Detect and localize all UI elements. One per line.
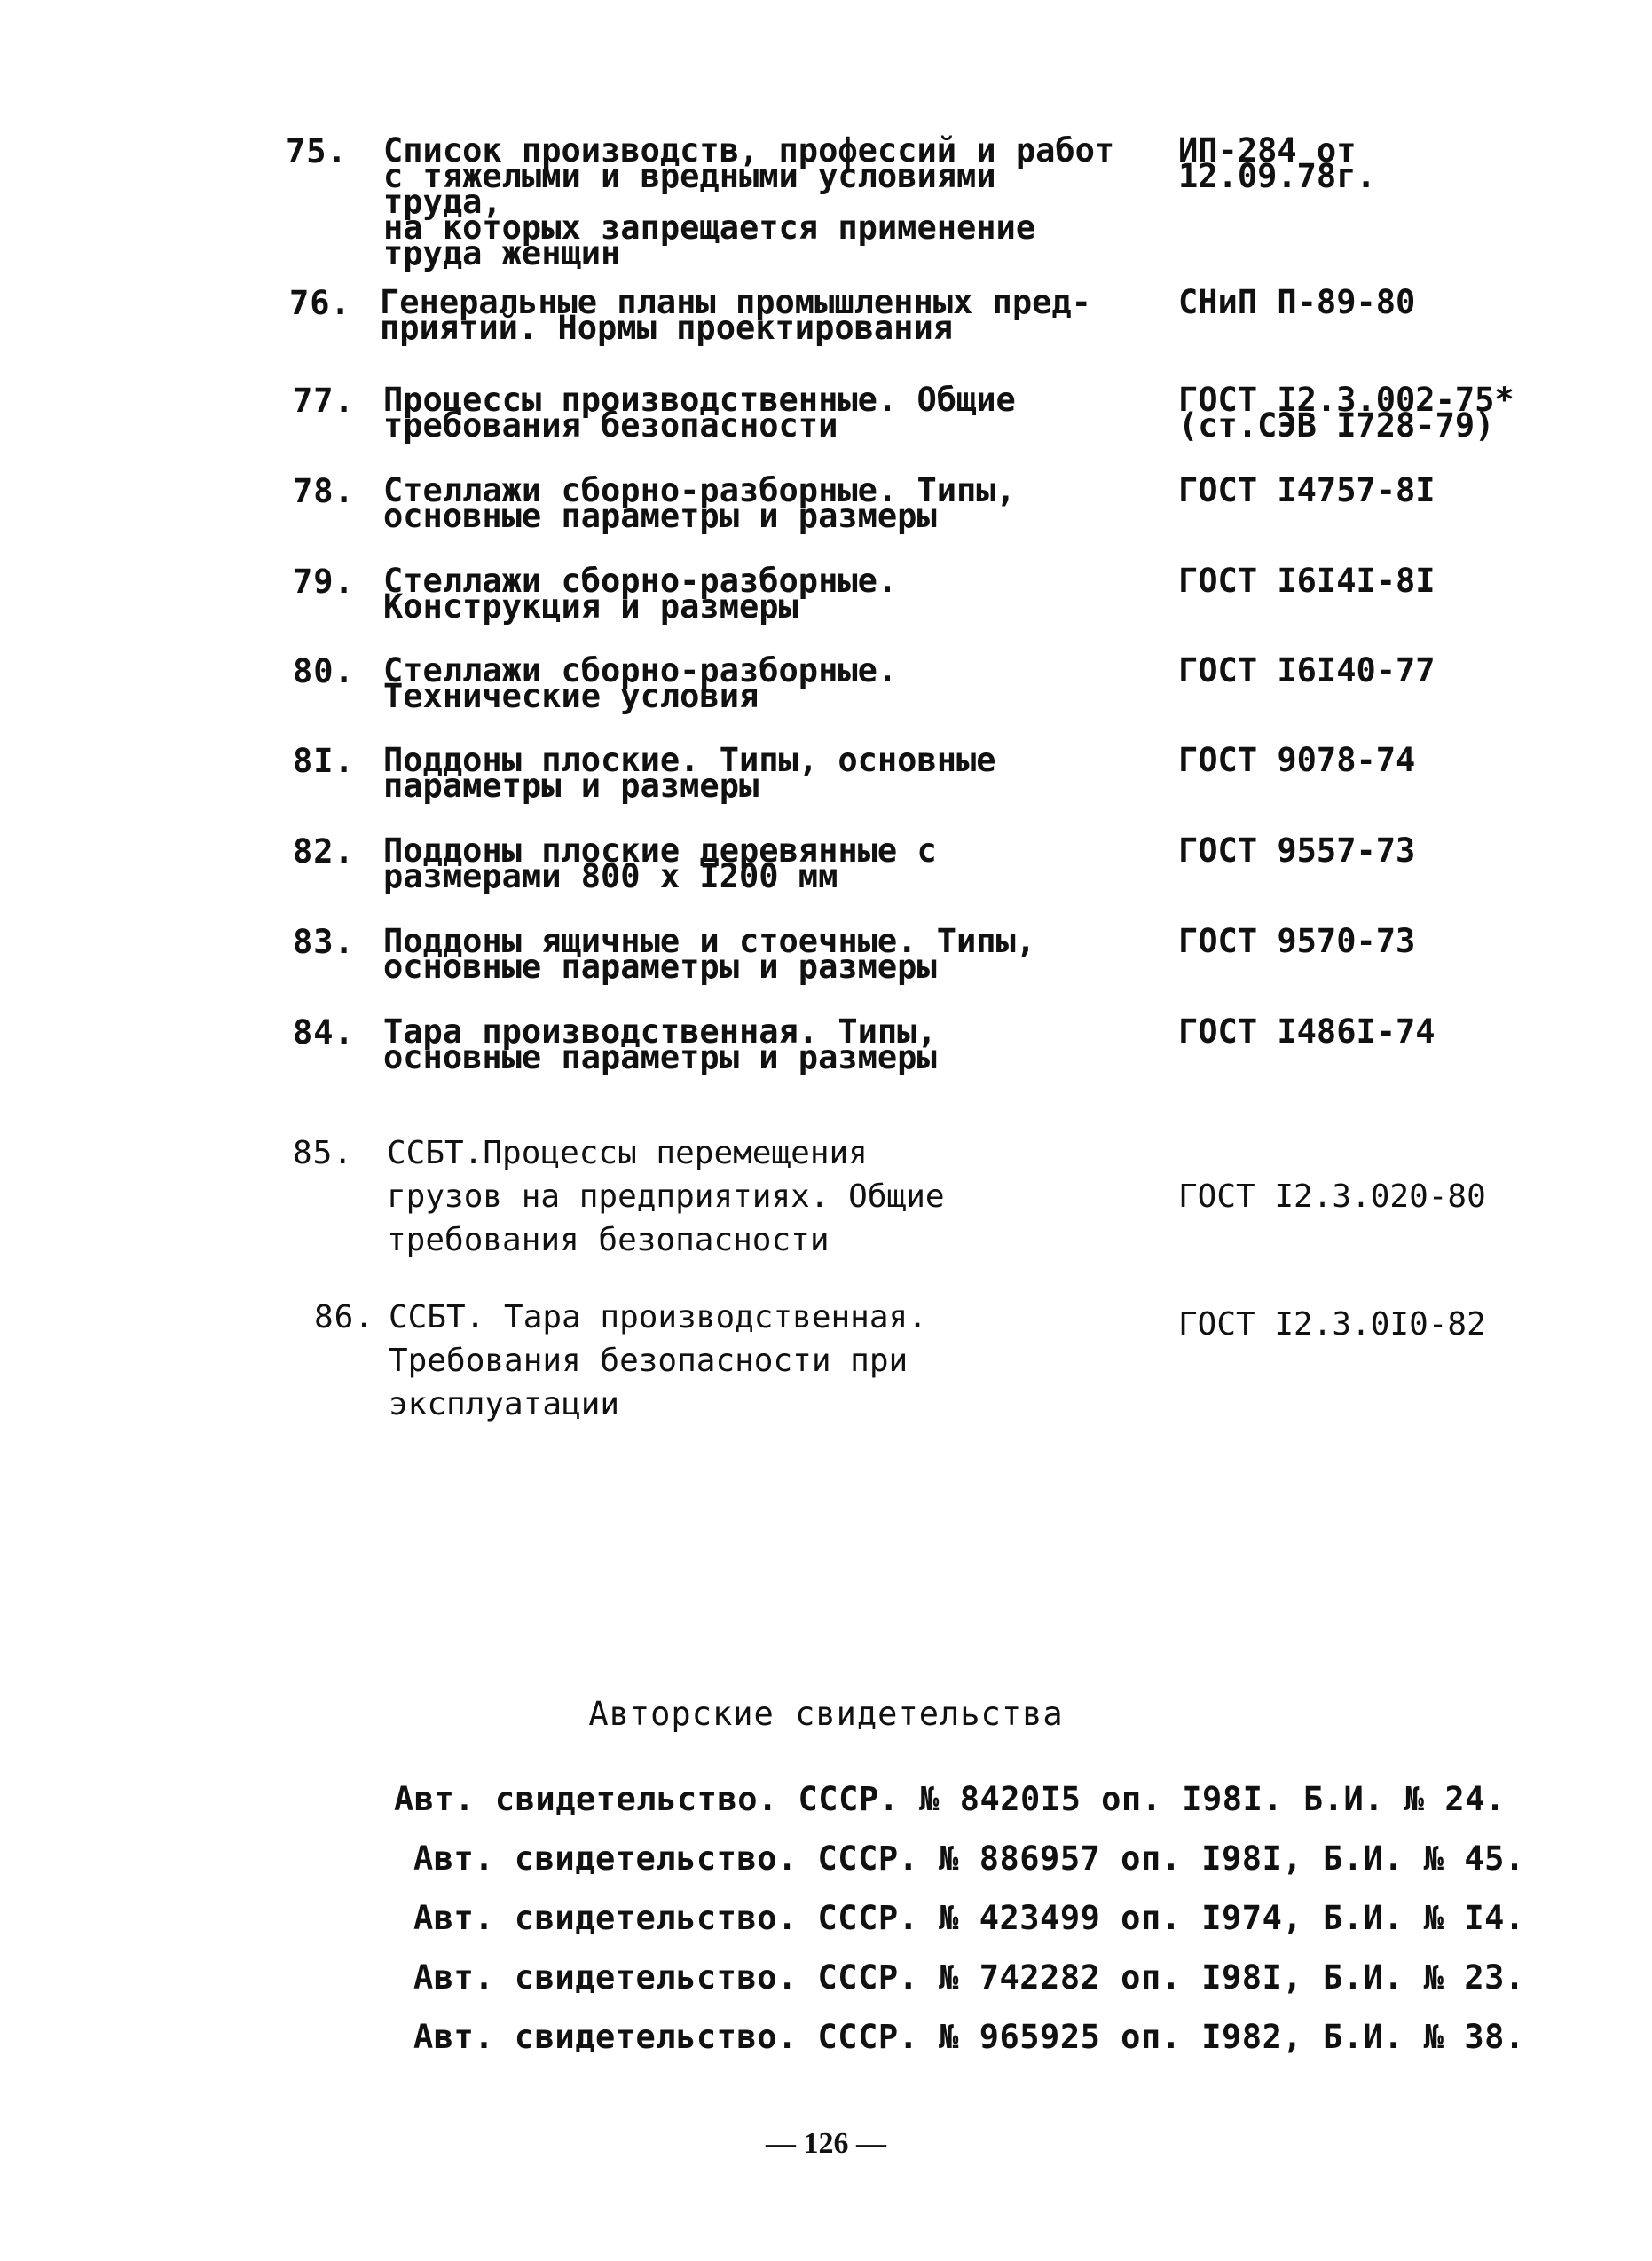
reference-title: Стеллажи сборно-разборные. Технические условия bbox=[383, 651, 898, 715]
reference-number: 86. bbox=[314, 1299, 375, 1335]
reference-number: 85. bbox=[293, 1135, 354, 1171]
reference-document: ГОСТ I6I4I-8I bbox=[1178, 562, 1436, 600]
reference-document: ГОСТ 9570-73 bbox=[1178, 922, 1416, 960]
reference-number: 8I. bbox=[293, 742, 355, 780]
reference-title: ССБТ. Тара производственная. Требования безопасности при эксплуатации bbox=[389, 1299, 927, 1422]
reference-title: Поддоны ящичные и стоечные. Типы, основные параметры и размеры bbox=[383, 922, 1036, 986]
reference-document: ИП-284 от 12.09.78г. bbox=[1178, 131, 1376, 195]
reference-number: 83. bbox=[293, 923, 355, 961]
reference-title: Процессы производственные. Общие требования безопасности bbox=[383, 381, 1016, 445]
certificates-heading: Авторские свидетельства bbox=[588, 1695, 1064, 1733]
reference-number: 80. bbox=[293, 652, 355, 690]
certificate-line: Авт. свидетельство. СССР. № 886957 оп. I98I, Б.И. № 45. bbox=[413, 1840, 1525, 1878]
reference-document: ГОСТ I486I-74 bbox=[1178, 1012, 1436, 1051]
reference-number: 75. bbox=[286, 132, 348, 170]
reference-title: Тара производственная. Типы, основные параметры и размеры bbox=[383, 1012, 937, 1076]
reference-document: ГОСТ I2.3.002-75* (ст.СЭВ I728-79) bbox=[1178, 381, 1514, 445]
certificate-line: Авт. свидетельство. СССР. № 742282 оп. I98I, Б.И. № 23. bbox=[413, 1958, 1525, 1997]
reference-title: Стеллажи сборно-разборные. Типы, основные параметры и размеры bbox=[383, 471, 1016, 535]
reference-document: ГОСТ I4757-8I bbox=[1178, 471, 1436, 509]
reference-document: ГОСТ I6I40-77 bbox=[1178, 651, 1436, 689]
certificate-line: Авт. свидетельство. СССР. № 965925 оп. I982, Б.И. № 38. bbox=[413, 2018, 1525, 2056]
reference-title: Список производств, профессий и работ с тяжелыми и вредными условиями труда, на которых запрещается применение труда женщин bbox=[383, 131, 1115, 272]
page-number: — 126 — bbox=[766, 2127, 886, 2160]
certificate-line: Авт. свидетельство. СССР. № 423499 оп. I974, Б.И. № I4. bbox=[413, 1899, 1525, 1937]
reference-number: 79. bbox=[293, 563, 355, 601]
reference-title: Поддоны плоские деревянные с размерами 800 x I200 мм bbox=[383, 831, 937, 895]
reference-number: 78. bbox=[293, 472, 355, 510]
reference-number: 84. bbox=[293, 1013, 355, 1052]
reference-document: СНиП П-89-80 bbox=[1178, 283, 1416, 321]
reference-document: ГОСТ I2.3.020-80 bbox=[1178, 1178, 1486, 1215]
reference-title: Стеллажи сборно-разборные. Конструкция и размеры bbox=[383, 562, 898, 626]
reference-document: ГОСТ 9078-74 bbox=[1178, 741, 1416, 779]
reference-document: ГОСТ I2.3.0I0-82 bbox=[1178, 1306, 1486, 1343]
reference-number: 82. bbox=[293, 832, 355, 871]
reference-title: Поддоны плоские. Типы, основные параметры и размеры bbox=[383, 741, 996, 805]
reference-number: 76. bbox=[289, 284, 351, 322]
reference-title: Генеральные планы промышленных пред- приятий. Нормы проектирования bbox=[380, 283, 1091, 347]
certificate-line: Авт. свидетельство. СССР. № 8420I5 оп. I98I. Б.И. № 24. bbox=[394, 1780, 1506, 1818]
reference-title: ССБТ.Процессы перемещения грузов на предприятиях. Общие требования безопасности bbox=[387, 1135, 945, 1258]
reference-document: ГОСТ 9557-73 bbox=[1178, 831, 1416, 870]
reference-number: 77. bbox=[293, 382, 355, 420]
